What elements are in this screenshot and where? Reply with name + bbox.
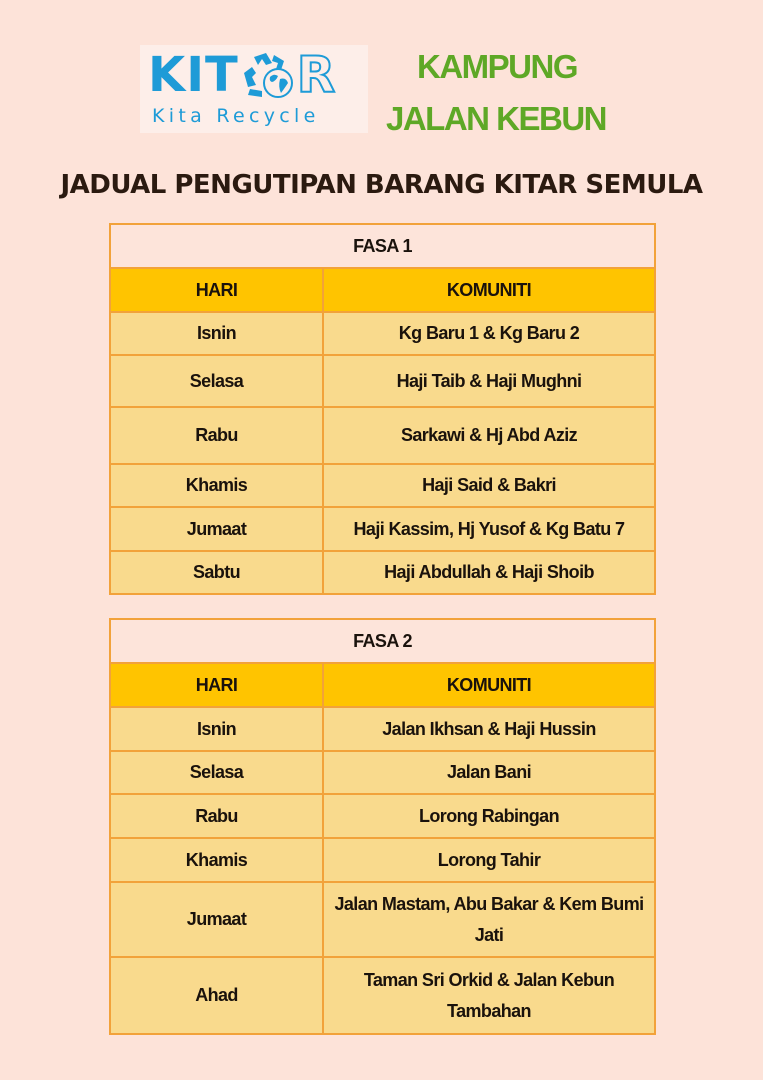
community-cell: Haji Abdullah & Haji Shoib — [323, 551, 655, 594]
schedule-table-fasa-1 — [109, 223, 656, 595]
community-cell: Jalan Mastam, Abu Bakar & Kem Bumi Jati — [323, 882, 655, 957]
community-cell: Haji Said & Bakri — [323, 464, 655, 507]
day-cell: Sabtu — [110, 551, 323, 594]
page-title: JADUAL PENGUTIPAN BARANG KITAR SEMULA — [60, 170, 703, 200]
phase-title-row — [110, 224, 655, 268]
community-cell: Jalan Bani — [323, 751, 655, 794]
table-row — [110, 464, 655, 507]
logo-wordmark-right: R — [296, 46, 337, 104]
table-header-row — [110, 268, 655, 312]
community-cell: Sarkawi & Hj Abd Aziz — [323, 407, 655, 464]
day-cell: Khamis — [110, 464, 323, 507]
schedule-table-fasa-2 — [109, 618, 656, 1035]
logo-wordmark-left: KIT — [148, 47, 239, 103]
phase-title-row — [110, 619, 655, 663]
day-cell: Isnin — [110, 707, 323, 751]
table-row — [110, 751, 655, 794]
table-row — [110, 794, 655, 838]
day-cell: Rabu — [110, 794, 323, 838]
community-cell: Lorong Tahir — [323, 838, 655, 882]
day-cell: Rabu — [110, 407, 323, 464]
village-name — [385, 48, 615, 138]
column-header-day: HARI — [110, 268, 323, 312]
table-row — [110, 957, 655, 1034]
table-row — [110, 551, 655, 594]
day-cell: Jumaat — [110, 882, 323, 957]
column-header-day: HARI — [110, 663, 323, 707]
table-row — [110, 355, 655, 407]
logo-tagline: Kita Recycle — [152, 105, 320, 127]
day-cell: Selasa — [110, 355, 323, 407]
day-cell: Ahad — [110, 957, 323, 1034]
day-cell: Jumaat — [110, 507, 323, 551]
column-header-community: KOMUNITI — [323, 268, 655, 312]
community-cell: Haji Taib & Haji Mughni — [323, 355, 655, 407]
phase-title: FASA 2 — [110, 619, 655, 663]
day-cell: Selasa — [110, 751, 323, 794]
table-row — [110, 407, 655, 464]
village-line-2: JALAN KEBUN — [385, 100, 606, 137]
day-cell: Khamis — [110, 838, 323, 882]
table-header-row — [110, 663, 655, 707]
column-header-community: KOMUNITI — [323, 663, 655, 707]
table-row — [110, 312, 655, 355]
village-line-1: KAMPUNG — [417, 48, 577, 85]
table-row — [110, 707, 655, 751]
recycle-globe-icon — [240, 51, 296, 99]
community-cell: Haji Kassim, Hj Yusof & Kg Batu 7 — [323, 507, 655, 551]
logo-wordmark — [148, 47, 336, 103]
phase-title: FASA 1 — [110, 224, 655, 268]
day-cell: Isnin — [110, 312, 323, 355]
community-cell: Kg Baru 1 & Kg Baru 2 — [323, 312, 655, 355]
community-cell: Lorong Rabingan — [323, 794, 655, 838]
community-cell: Taman Sri Orkid & Jalan Kebun Tambahan — [323, 957, 655, 1034]
community-cell: Jalan Ikhsan & Haji Hussin — [323, 707, 655, 751]
table-row — [110, 838, 655, 882]
kitor-logo — [140, 45, 368, 133]
table-row — [110, 882, 655, 957]
table-row — [110, 507, 655, 551]
